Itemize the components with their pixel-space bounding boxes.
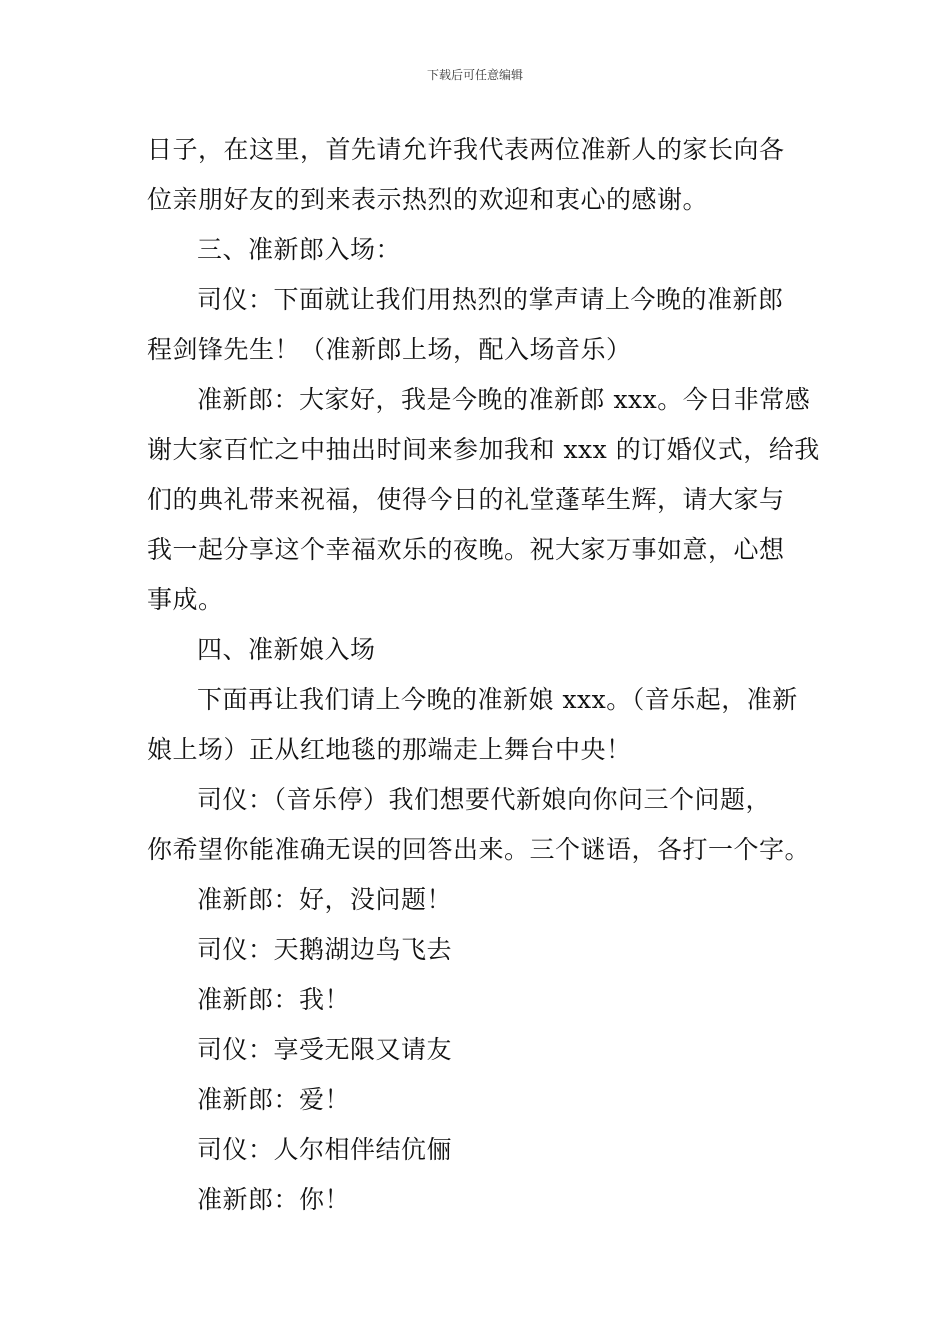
text-line: 司仪：享受无限又请友 [197,1035,453,1064]
text-line: 事成。 [147,585,224,614]
text-line: 准新郎：好，没问题！ [197,885,453,914]
text-line: 准新郎：爱！ [197,1085,351,1114]
text-line: 娘上场）正从红地毯的那端走上舞台中央！ [147,735,632,764]
text-line: 你希望你能准确无误的回答出来。三个谜语，各打一个字。 [147,835,811,864]
text-line: 程剑锋先生！（准新郎上场，配入场音乐） [147,335,632,364]
text-line: 司仪：下面就让我们用热烈的掌声请上今晚的准新郎 [197,285,784,314]
text-line: 准新郎：你！ [197,1185,351,1214]
text-line: 日子，在这里，首先请允许我代表两位准新人的家长向各 [147,135,785,164]
text-line: 们的典礼带来祝福，使得今日的礼堂蓬荜生辉，请大家与 [147,485,785,514]
text-line: 谢大家百忙之中抽出时间来参加我和 xxx 的订婚仪式，给我 [147,435,820,464]
text-line: 准新郎：我！ [197,985,351,1014]
text-line: 我一起分享这个幸福欢乐的夜晚。祝大家万事如意，心想 [147,535,785,564]
text-line: 司仪：（音乐停）我们想要代新娘向你问三个问题， [197,785,772,814]
document-body [147,125,820,1225]
text-line: 准新郎：大家好，我是今晚的准新郎 xxx。今日非常感 [197,385,811,414]
text-line: 位亲朋好友的到来表示热烈的欢迎和衷心的感谢。 [147,185,709,214]
text-line: 三、准新郎入场： [197,235,402,264]
text-line: 下面再让我们请上今晚的准新娘 xxx。（音乐起，准新 [197,685,798,714]
text-line: 四、准新娘入场 [197,635,376,664]
text-line: 司仪：人尔相伴结伉俪 [197,1135,453,1164]
page-header: 下载后可任意编辑 [426,68,523,82]
text-line: 司仪：天鹅湖边鸟飞去 [197,935,453,964]
